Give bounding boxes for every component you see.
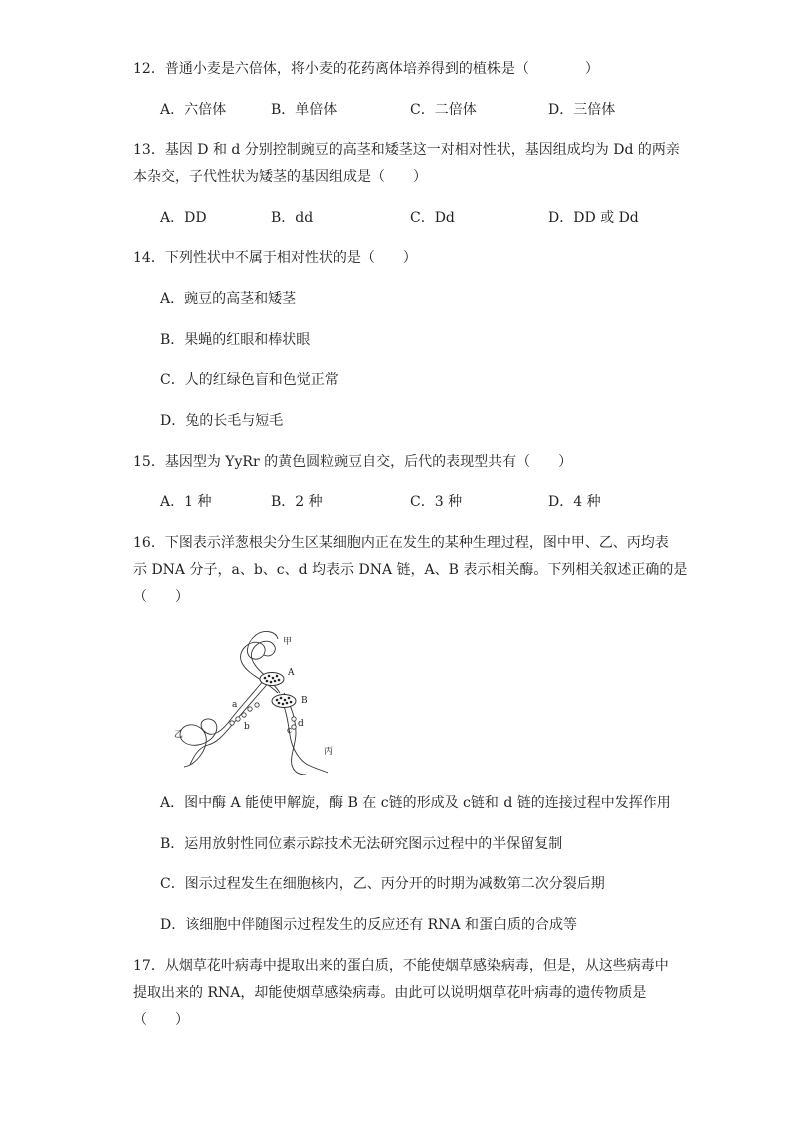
nucleotide-circle <box>230 721 234 725</box>
question-14-stem: 14．下列性状中不属于相对性状的是（ ） <box>133 250 417 266</box>
question-13-option-d: D．DD 或 Dd <box>548 210 639 226</box>
nucleotide-circle <box>292 717 296 721</box>
question-16-stem-line2: 示 DNA 分子，a、b、c、d 均表示 DNA 链，A、B 表示相关酶。下列相关叙述正确的是 <box>133 562 688 578</box>
label-strand-b: b <box>244 722 250 732</box>
question-17-stem-line1: 17．从烟草花叶病毒中提取出来的蛋白质，不能使烟草感染病毒，但是，从这些病毒中 <box>133 958 669 974</box>
question-13-option-a: A．DD <box>160 210 207 226</box>
question-14-option-b: B．果蝇的红眼和棒状眼 <box>160 332 311 348</box>
question-16-stem-line3: （ ） <box>133 589 189 605</box>
label-yi: 乙 <box>174 730 184 740</box>
label-jia: 甲 <box>283 637 293 647</box>
label-bing: 丙 <box>324 747 334 757</box>
question-12-option-a: A．六倍体 <box>160 102 227 118</box>
question-16-stem-line1: 16．下图表示洋葱根尖分生区某细胞内正在发生的某种生理过程，图中甲、乙、丙均表 <box>133 535 669 551</box>
label-strand-d: d <box>298 719 304 729</box>
question-12-option-c: C．二倍体 <box>410 102 477 118</box>
label-enzyme-b: B <box>301 696 308 706</box>
nucleotide-circle <box>248 707 252 711</box>
dna-replication-figure <box>160 625 350 775</box>
question-15-option-b: B．2 种 <box>271 494 323 510</box>
question-12-option-b: B．单倍体 <box>271 102 338 118</box>
question-13-stem-line1: 13．基因 D 和 d 分别控制豌豆的高茎和矮茎这一对相对性状，基因组成均为 Dd 的两亲 <box>133 142 680 158</box>
question-12-stem: 12．普通小麦是六倍体，将小麦的花药离体培养得到的植株是（ ） <box>133 61 599 77</box>
question-15-option-d: D．4 种 <box>548 494 601 510</box>
question-13-options <box>160 208 680 228</box>
question-13-option-c: C．Dd <box>410 210 455 226</box>
label-enzyme-a: A <box>288 668 295 678</box>
label-strand-c: c <box>287 726 293 736</box>
question-16-option-c: C．图示过程发生在细胞核内，乙、丙分开的时期为减数第二次分裂后期 <box>160 876 605 892</box>
nucleotide-circle <box>236 717 240 721</box>
enzyme-a <box>260 673 284 686</box>
question-14-option-a: A．豌豆的高茎和矮茎 <box>160 291 297 307</box>
question-13-stem-line2: 本杂交，子代性状为矮茎的基因组成是（ ） <box>133 169 427 185</box>
question-14-option-d: D．兔的长毛与短毛 <box>160 413 284 429</box>
enzyme-b <box>272 695 296 708</box>
question-15-option-c: C．3 种 <box>410 494 463 510</box>
question-15-options <box>160 492 680 512</box>
question-15-stem: 15．基因型为 YyRr 的黄色圆粒豌豆自交，后代的表现型共有（ ） <box>133 454 573 470</box>
question-16-option-a: A．图中酶 A 能使甲解旋，酶 B 在 c链的形成及 c链和 d 链的连接过程中发挥作用 <box>160 795 671 811</box>
nucleotide-circle <box>255 703 259 707</box>
question-17-stem-line3: （ ） <box>133 1012 189 1028</box>
question-12-option-d: D．三倍体 <box>548 102 616 118</box>
nucleotide-circle <box>292 725 296 729</box>
question-17-stem-line2: 提取出来的 RNA，却能使烟草感染病毒。由此可以说明烟草花叶病毒的遗传物质是 <box>133 985 647 1001</box>
question-16-option-b: B．运用放射性同位素示踪技术无法研究图示过程中的半保留复制 <box>160 836 563 852</box>
label-strand-a: a <box>232 700 238 710</box>
question-12-options <box>160 100 680 120</box>
question-16-option-d: D．该细胞中伴随图示过程发生的反应还有 RNA 和蛋白质的合成等 <box>160 917 578 933</box>
nucleotide-circle <box>242 713 246 717</box>
question-13-option-b: B．dd <box>271 210 314 226</box>
daughter-dna-yi-strand-1 <box>180 675 268 767</box>
question-14-option-c: C．人的红绿色盲和色觉正常 <box>160 372 339 388</box>
question-15-option-a: A．1 种 <box>160 494 212 510</box>
